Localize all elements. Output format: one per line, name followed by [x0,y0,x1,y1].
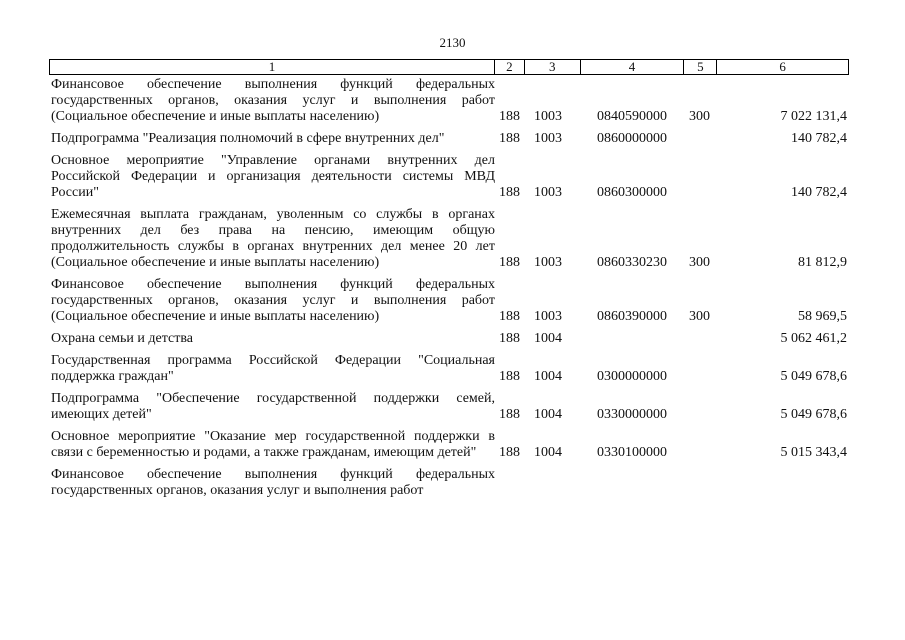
row-chapter-code: 188 [499,185,520,200]
row-section-code: 1004 [534,407,562,422]
row-amount: 140 782,4 [791,185,847,200]
row-name: Финансовое обеспечение выполнения функций федеральных государственных органов, оказания услуг и выполнения работ (Социальное обеспечение и иные выплаты населению) [51,77,495,124]
row-chapter-code: 188 [499,331,520,346]
table-row [49,153,849,201]
row-section-code: 1003 [534,131,562,146]
row-expense-type: 300 [689,109,710,124]
row-expense-type: 300 [689,255,710,270]
row-section-code: 1003 [534,185,562,200]
column-header-5: 5 [684,60,717,74]
row-name: Охрана семьи и детства [51,331,193,346]
row-name: Финансовое обеспечение выполнения функций федеральных государственных органов, оказания услуг и выполнения работ [51,467,495,498]
row-chapter-code: 188 [499,255,520,270]
row-name: Подпрограмма "Обеспечение государственной поддержки семей, имеющих детей" [51,391,495,422]
table-row [49,467,849,499]
column-header-3: 3 [525,60,581,74]
row-chapter-code: 188 [499,445,520,460]
row-amount: 7 022 131,4 [780,109,847,124]
table-row [49,77,849,125]
row-target-code: 0840590000 [597,109,667,124]
column-header-4: 4 [581,60,685,74]
row-amount: 5 049 678,6 [780,369,847,384]
row-expense-type: 300 [689,309,710,324]
table-row [49,429,849,461]
column-header-1: 1 [50,60,495,74]
row-name: Ежемесячная выплата гражданам, уволенным со службы в органах внутренних дел без права на пенсию, имеющим общую продолжительность службы в органах внутренних дел менее 20 лет (Социальное обеспечение и иные выплаты населению) [51,207,495,270]
row-chapter-code: 188 [499,407,520,422]
row-target-code: 0330000000 [597,407,667,422]
row-target-code: 0860300000 [597,185,667,200]
row-amount: 5 049 678,6 [780,407,847,422]
budget-table [49,59,849,499]
row-section-code: 1003 [534,255,562,270]
row-section-code: 1004 [534,445,562,460]
table-row [49,353,849,385]
row-amount: 140 782,4 [791,131,847,146]
row-section-code: 1004 [534,369,562,384]
row-chapter-code: 188 [499,309,520,324]
row-chapter-code: 188 [499,131,520,146]
row-chapter-code: 188 [499,109,520,124]
row-amount: 81 812,9 [798,255,847,270]
row-chapter-code: 188 [499,369,520,384]
table-row [49,131,849,147]
row-amount: 5 062 461,2 [780,331,847,346]
row-target-code: 0860000000 [597,131,667,146]
table-row [49,331,849,347]
row-target-code: 0300000000 [597,369,667,384]
column-header-2: 2 [495,60,525,74]
row-target-code: 0860330230 [597,255,667,270]
row-section-code: 1004 [534,331,562,346]
row-name: Финансовое обеспечение выполнения функций федеральных государственных органов, оказания услуг и выполнения работ (Социальное обеспечение и иные выплаты населению) [51,277,495,324]
row-target-code: 0330100000 [597,445,667,460]
table-row [49,207,849,271]
table-header [49,59,849,75]
row-name: Подпрограмма "Реализация полномочий в сфере внутренних дел" [51,131,445,146]
row-section-code: 1003 [534,309,562,324]
row-name: Основное мероприятие "Управление органами внутренних дел Российской Федерации и организация деятельности системы МВД России" [51,153,495,200]
row-target-code: 0860390000 [597,309,667,324]
column-header-6: 6 [779,59,786,74]
row-name: Основное мероприятие "Оказание мер государственной поддержки в связи с беременностью и родами, а также гражданам, имеющим детей" [51,429,495,460]
row-amount: 58 969,5 [798,309,847,324]
row-section-code: 1003 [534,109,562,124]
table-row [49,391,849,423]
row-name: Государственная программа Российской Федерации "Социальная поддержка граждан" [51,353,495,384]
page-number: 2130 [439,35,466,50]
row-amount: 5 015 343,4 [780,445,847,460]
table-row [49,277,849,325]
table-body [49,77,849,499]
